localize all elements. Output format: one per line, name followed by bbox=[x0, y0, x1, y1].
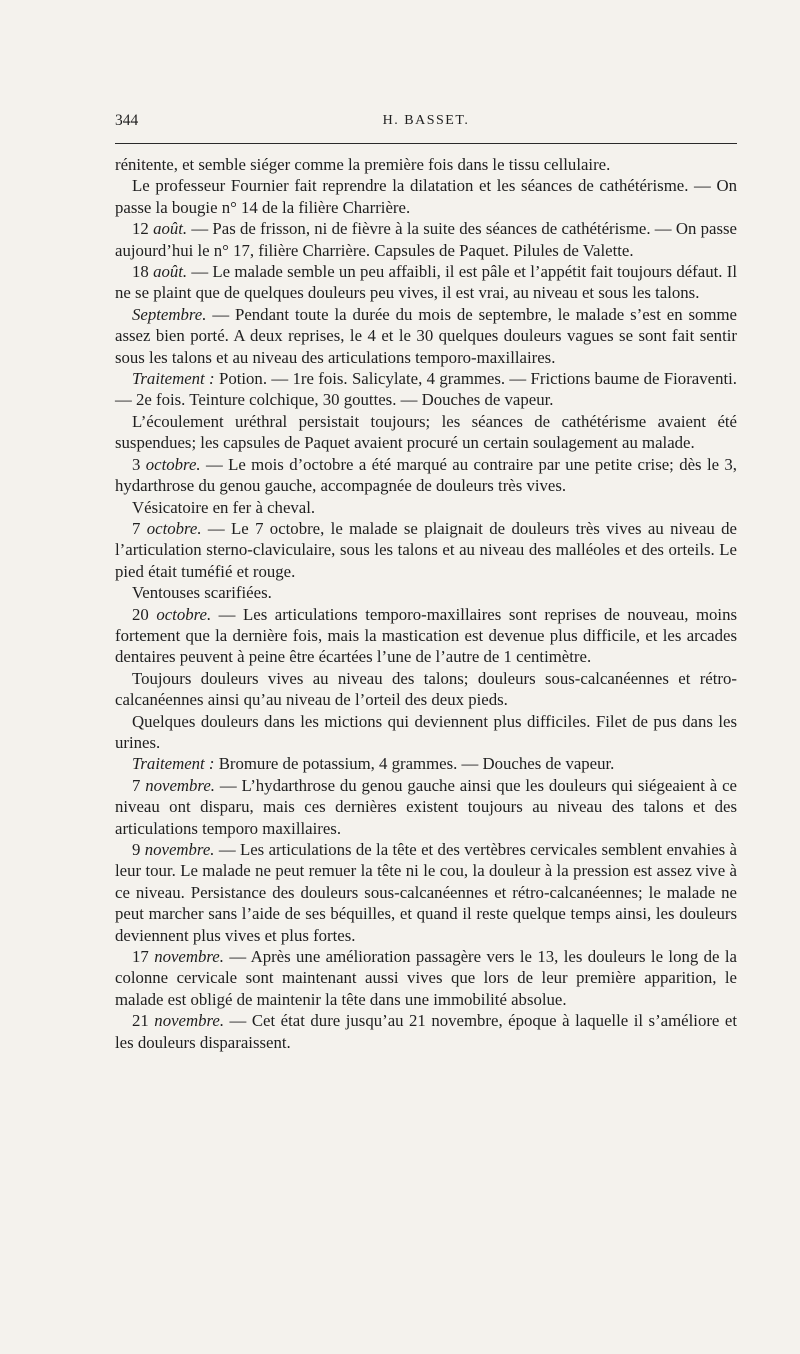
entry-date: 17 novembre. bbox=[132, 947, 224, 967]
paragraph-text: — L’hydarthrose du genou gauche ainsi que les douleurs qui siégeaient à ce niveau ont disparu, mais ces dernières existent toujours au niveau des talons et des articulations temporo maxillaires. bbox=[115, 775, 737, 838]
paragraph bbox=[115, 304, 737, 368]
paragraph-text: — Pas de frisson, ni de fièvre à la suite des séances de cathétérisme. — On passe aujourd’hui le n° 17, filière Charrière. Capsules de Paquet. Pilules de Valette. bbox=[115, 219, 737, 260]
paragraph bbox=[115, 454, 737, 497]
entry-date: 7 octobre. bbox=[132, 518, 202, 538]
paragraph-text: — Les articulations de la tête et des vertèbres cervicales semblent envahies à leur tour. Le malade ne peut remuer la tête ni le cou, la douleur à la pression est assez vive à ce niveau. Persistance des douleurs sous-calcanéennes et rétro-calcanéennes; le malade ne peut marcher sans l’aide de ses béquilles, et quand il reste quelque temps ainsi, les douleurs deviennent plus vives et plus fortes. bbox=[115, 840, 737, 945]
paragraph bbox=[115, 218, 737, 261]
running-head: H. BASSET. bbox=[382, 113, 470, 128]
entry-date: 18 août. bbox=[132, 262, 188, 282]
paragraph bbox=[115, 1010, 737, 1053]
page-number: 344 bbox=[115, 112, 139, 129]
paragraph bbox=[115, 497, 737, 518]
entry-date: 3 octobre. bbox=[132, 454, 201, 474]
paragraph bbox=[115, 175, 737, 218]
paragraph-text: Bromure de potassium, 4 grammes. — Douches de vapeur. bbox=[214, 754, 615, 774]
treatment-label: Traitement : bbox=[132, 369, 215, 389]
paragraph-text: rénitente, et semble siéger comme la première fois dans le tissu cellulaire. bbox=[115, 155, 611, 174]
treatment-label: Traitement : bbox=[132, 754, 215, 774]
page-header bbox=[115, 112, 737, 134]
paragraph-text: — Le 7 octobre, le malade se plaignait de douleurs très vives au niveau de l’articulation sterno-claviculaire, sous les talons et au niveau des malléoles et des orteils. Le pied était tuméfié et rouge. bbox=[115, 518, 737, 581]
paragraph-text: — Le mois d’octobre a été marqué au contraire par une petite crise; dès le 3, hydarthrose du genou gauche, accompagnée de douleurs très vives. bbox=[115, 454, 738, 496]
entry-date: 9 novembre. bbox=[132, 840, 215, 859]
paragraph bbox=[115, 753, 737, 774]
paragraph-text: — Les articulations temporo-maxillaires sont reprises de nouveau, moins fortement que la dernière fois, mais la mastication est devenue plus difficile, et les arcades dentaires peuvent à peine être écartées l’une de l’autre de 1 centimètre. bbox=[115, 604, 737, 667]
paragraph bbox=[115, 604, 737, 668]
paragraph-text: — Après une amélioration passagère vers le 13, les douleurs le long de la colonne cervicale sont maintenant aussi vives que lors de leur première apparition, le malade est obligé de maintenir la tête dans une immobilité absolue. bbox=[115, 947, 737, 1009]
paragraph bbox=[115, 711, 737, 754]
body-text bbox=[115, 154, 737, 1053]
paragraph-text: Le professeur Fournier fait reprendre la dilatation et les séances de cathétérisme. — On passe la bougie n° 14 de la filière Charrière. bbox=[115, 176, 737, 217]
paragraph-text: — Le malade semble un peu affaibli, il est pâle et l’appétit fait toujours défaut. Il ne se plaint que de quelques douleurs peu vives, il est vrai, au niveau et sous les talons. bbox=[115, 262, 737, 303]
entry-date: 12 août. bbox=[132, 219, 188, 239]
paragraph-text: Potion. — 1re fois. Salicylate, 4 grammes. — Frictions baume de Fioraventi. — 2e fois. Teinture colchique, 30 gouttes. — Douches de vapeur. bbox=[115, 369, 737, 410]
header-rule bbox=[115, 143, 737, 144]
entry-date: 20 octobre. bbox=[132, 604, 212, 624]
paragraph bbox=[115, 411, 737, 454]
paragraph bbox=[115, 946, 737, 1010]
paragraph bbox=[115, 775, 737, 839]
paragraph-text: Ventouses scarifiées. bbox=[132, 583, 272, 603]
paragraph bbox=[115, 582, 737, 603]
entry-date: Septembre. bbox=[132, 304, 207, 324]
paragraph-text: Vésicatoire en fer à cheval. bbox=[132, 497, 316, 517]
paragraph-text: — Cet état dure jusqu’au 21 novembre, époque à laquelle il s’améliore et les douleurs disparaissent. bbox=[115, 1011, 737, 1052]
paragraph bbox=[115, 368, 737, 411]
paragraph bbox=[115, 154, 737, 175]
paragraph bbox=[115, 261, 737, 304]
paragraph-text: Toujours douleurs vives au niveau des talons; douleurs sous-calcanéennes et rétro-calcanéennes ainsi qu’au niveau de l’orteil des deux pieds. bbox=[115, 668, 737, 710]
paragraph bbox=[115, 668, 737, 711]
entry-date: 21 novembre. bbox=[132, 1011, 225, 1031]
paragraph bbox=[115, 518, 737, 582]
paragraph bbox=[115, 839, 737, 946]
paragraph-text: L’écoulement uréthral persistait toujours; les séances de cathétérisme avaient été suspendues; les capsules de Paquet avaient procuré un certain soulagement au malade. bbox=[115, 411, 737, 453]
paragraph-text: — Pendant toute la durée du mois de septembre, le malade s’est en somme assez bien porté. A deux reprises, le 4 et le 30 quelques douleurs vagues se sont fait sentir sous les talons et au niveau des articulations temporo-maxillaires. bbox=[115, 304, 737, 367]
entry-date: 7 novembre. bbox=[132, 775, 215, 795]
paragraph-text: Quelques douleurs dans les mictions qui deviennent plus difficiles. Filet de pus dans les urines. bbox=[115, 711, 737, 752]
